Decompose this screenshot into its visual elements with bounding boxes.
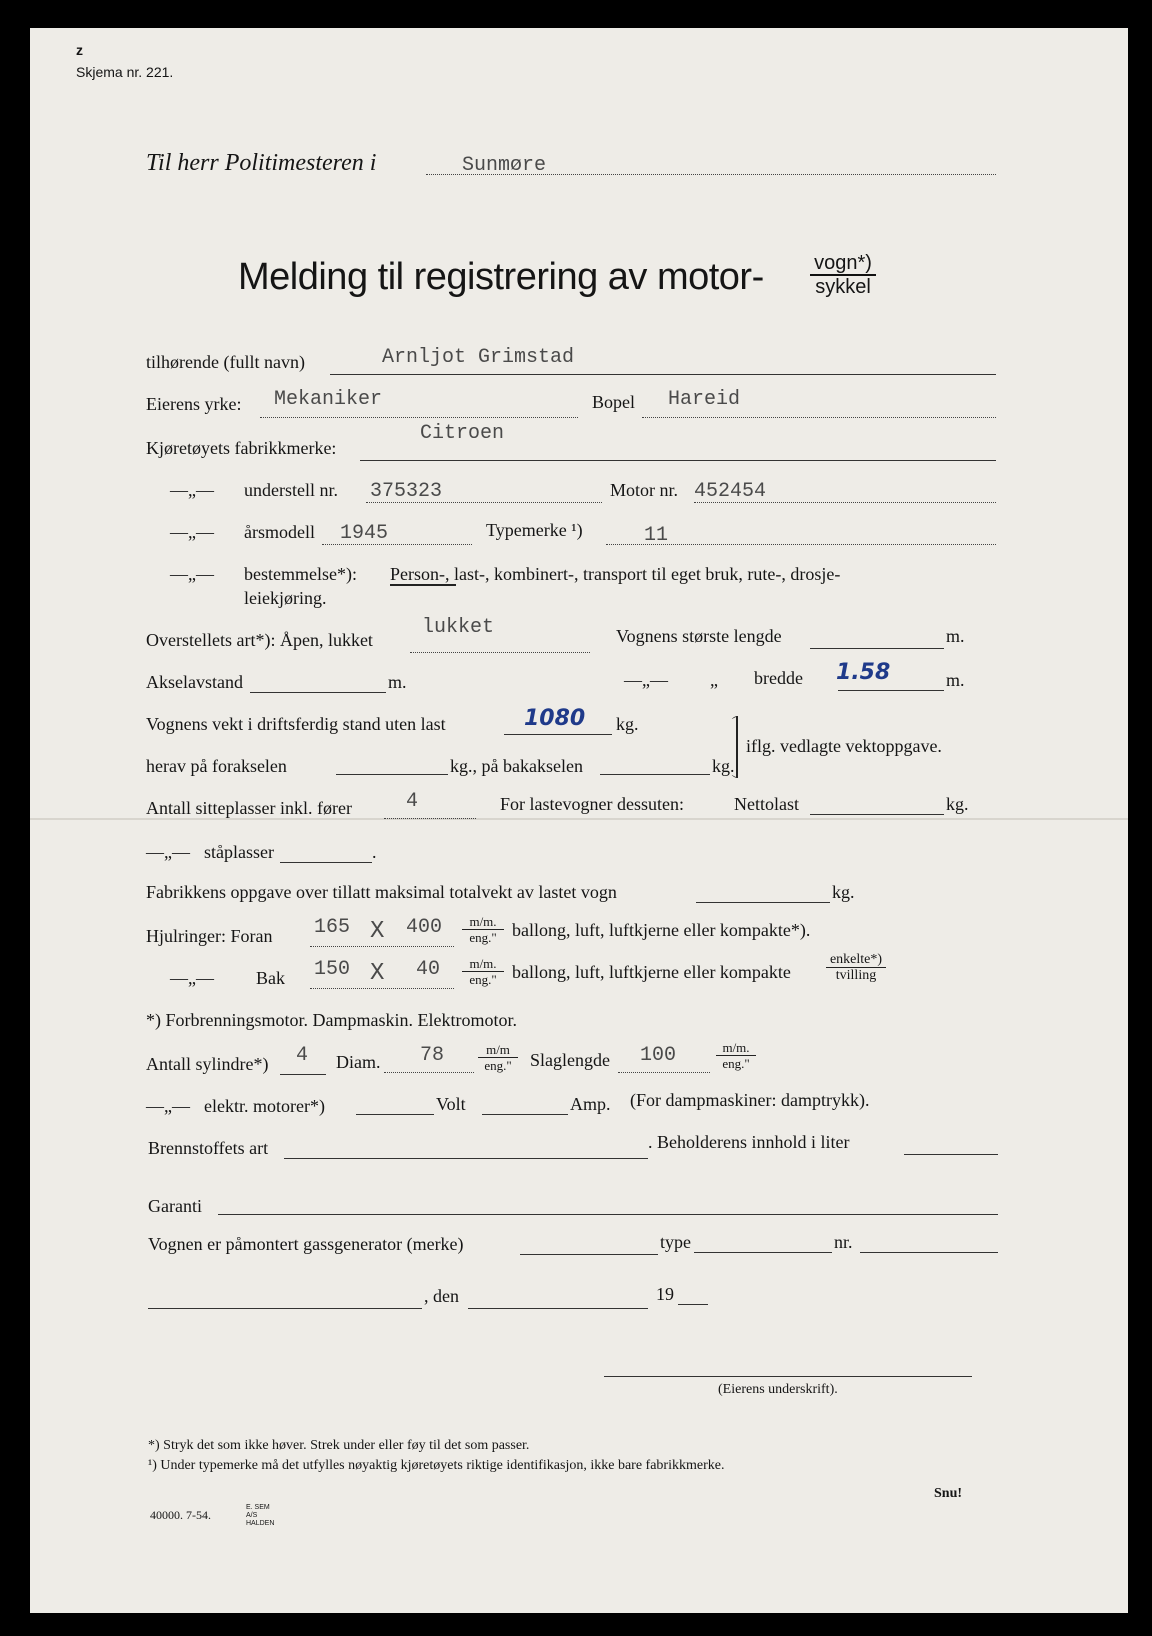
tires-front-unit: m/m. eng." — [462, 914, 504, 945]
seats-value[interactable]: 4 — [406, 790, 419, 813]
form-sheet: z Skjema nr. 221. Til herr Politimesteren i Sunmøre Melding til registrering av motor- vogn*) sykkel tilhørende (fullt navn) Arnljot Grimstad Eierens yrke: Mekaniker Bopel Hareid Kjøretøyets fabrikkmerke: Citroen —„— understell nr. 375323 Motor nr. 452454 —„— årsmodell 1945 Typemerke ¹) 11 —„— bestemmelse*): Person-, last-, kombinert-, transport til eget bruk, rute-, drosje- leiekjøring. Overstellets art*): Åpen, lukket lukket Vognens største lengde m. Akselavstand m. —„— „ bredde 1.58 m. Vognens vekt i driftsferdig stand uten last 1080 kg. iflg. vedlagte vektoppgave. herav på forakselen kg., på bakakselen kg. Antall sitteplasser inkl. fører 4 For lastevogner dessuten: Nettolast kg. —„— ståplasser . Fabrikkens oppgave over tillatt maksimal totalvekt av lastet vogn kg. Hjulringer: Foran 165 X 400 m/m. eng." ballong, luft, luftkjerne eller kompakte*). —„— Bak 150 X 40 m/m. eng." ballong, luft, luftkjerne eller kompakte enkelte*) tvilling *) Forbrenningsmotor. Dampmaskin. Elektromotor. Antall sylindre*) 4 Diam. 78 m/m eng." Slaglengde 100 m/m. eng." —„— elektr. motorer*) Volt Amp. (For dampmaskiner: damptrykk). Brennstoffets art . Beholderens innhold i liter Garanti Vognen er påmontert gassgenerator (merke) type nr. , den 19 (Eierens underskrift). *) Stryk det som ikke høver. Strek under eller føy til det som passer. ¹) Under typemerke må det utfylles nøyaktig kjøretøyets riktige identifikasjon, ikke bare fabrikkmerke. 40000. 7-54. E. SEM A/S HALDEN Snu! — [30, 28, 1128, 1613]
width-label: bredde — [754, 668, 803, 688]
tires-front-label: Hjulringer: Foran — [146, 926, 273, 946]
diam-label: Diam. — [336, 1052, 381, 1072]
tires-rear-a[interactable]: 150 — [314, 958, 351, 981]
ditto-4: —„— — [624, 670, 668, 690]
ditto-5: —„— — [146, 842, 190, 862]
purpose-options-2: leiekjøring. — [244, 588, 327, 608]
date-den: , den — [424, 1286, 459, 1306]
guarantee-label: Garanti — [148, 1196, 202, 1216]
net-load-label: Nettolast — [734, 794, 799, 814]
wheelbase-label: Akselavstand — [146, 672, 243, 692]
tires-rear-unit: m/m. eng." — [462, 956, 504, 987]
recipient-label: Til herr Politimesteren i — [146, 150, 377, 176]
engine-types: *) Forbrenningsmotor. Dampmaskin. Elektromotor. — [146, 1010, 517, 1030]
purpose-label: bestemmelse*): — [244, 564, 357, 584]
steam-label: (For dampmaskiner: damptrykk). — [630, 1090, 870, 1110]
weight-value[interactable]: 1080 — [524, 706, 586, 731]
length-label: Vognens største lengde — [616, 626, 782, 646]
weight-note: iflg. vedlagte vektoppgave. — [746, 736, 942, 756]
date-year: 19 — [656, 1284, 674, 1304]
tires-rear-label: Bak — [256, 968, 285, 988]
diam-value[interactable]: 78 — [420, 1044, 445, 1067]
cylinders-value[interactable]: 4 — [296, 1044, 309, 1067]
signature-label: (Eierens underskrift). — [718, 1382, 838, 1397]
ditto-1: —„— — [170, 480, 214, 500]
model-year-value[interactable]: 1945 — [340, 522, 389, 545]
gasgen-label: Vognen er påmontert gassgenerator (merke) — [148, 1234, 464, 1254]
width-value[interactable]: 1.58 — [836, 660, 891, 685]
fuel-label: Brennstoffets art — [148, 1138, 269, 1158]
seats-label: Antall sitteplasser inkl. fører — [146, 798, 352, 818]
rear-axle-label: kg., på bakakselen — [450, 756, 583, 776]
max-weight-label: Fabrikkens oppgave over tillatt maksimal totalvekt av lastet vogn — [146, 882, 617, 902]
weight-label: Vognens vekt i driftsferdig stand uten last — [146, 714, 446, 734]
footnote-1: *) Stryk det som ikke høver. Strek under eller føy til det som passer. — [148, 1438, 530, 1453]
ditto-6: —„— — [170, 968, 214, 988]
tires-rear-fraction: enkelte*) tvilling — [826, 952, 886, 983]
body-value[interactable]: lukket — [422, 616, 495, 639]
type-value[interactable]: 11 — [644, 524, 669, 547]
cylinders-label: Antall sylindre*) — [146, 1054, 269, 1074]
ditto-mark: „ — [710, 670, 718, 690]
tank-label: . Beholderens innhold i liter — [648, 1132, 850, 1152]
tires-front-a[interactable]: 165 — [314, 916, 351, 939]
occupation-value[interactable]: Mekaniker — [274, 388, 383, 411]
volt-label: Volt — [436, 1094, 466, 1114]
ditto-7: —„— — [146, 1096, 190, 1116]
ditto-3: —„— — [170, 564, 214, 584]
tires-front-b[interactable]: 400 — [406, 916, 443, 939]
signature-line[interactable] — [604, 1376, 972, 1377]
tires-rear-b[interactable]: 40 — [416, 958, 441, 981]
stroke-value[interactable]: 100 — [640, 1044, 677, 1067]
purpose-underline — [390, 584, 456, 586]
turn-over: Snu! — [934, 1486, 963, 1501]
body-label: Overstellets art*): Åpen, lukket — [146, 630, 373, 650]
printer-info: E. SEM A/S HALDEN — [246, 1504, 275, 1527]
stroke-unit: m/m. eng." — [716, 1040, 756, 1071]
motor-label: Motor nr. — [610, 480, 679, 500]
gasgen-type-label: type — [660, 1232, 691, 1252]
chassis-label: understell nr. — [244, 480, 338, 500]
make-label: Kjøretøyets fabrikkmerke: — [146, 438, 337, 458]
occupation-label: Eierens yrke: — [146, 394, 242, 414]
recipient-value[interactable]: Sunmøre — [462, 154, 547, 177]
print-info: 40000. 7-54. — [150, 1508, 211, 1522]
residence-label: Bopel — [592, 392, 635, 412]
form-title: Melding til registrering av motor- — [238, 256, 764, 298]
wheelbase-unit: m. — [388, 672, 407, 692]
net-load-unit: kg. — [946, 794, 969, 814]
owner-value[interactable]: Arnljot Grimstad — [382, 346, 575, 369]
electric-label: elektr. motorer*) — [204, 1096, 325, 1116]
footnote-2: ¹) Under typemerke må det utfylles nøyaktig kjøretøyets riktige identifikasjon, ikke bare fabrikkmerke. — [148, 1458, 725, 1473]
amp-label: Amp. — [570, 1094, 611, 1114]
gasgen-nr-label: nr. — [834, 1232, 853, 1252]
chassis-value[interactable]: 375323 — [370, 480, 443, 503]
tires-rear-types: ballong, luft, luftkjerne eller kompakte — [512, 962, 791, 982]
tires-front-x: X — [370, 918, 385, 945]
length-unit: m. — [946, 626, 965, 646]
residence-value[interactable]: Hareid — [668, 388, 741, 411]
front-axle-label: herav på forakselen — [146, 756, 287, 776]
owner-label: tilhørende (fullt navn) — [146, 352, 305, 372]
type-label: Typemerke ¹) — [486, 520, 583, 540]
truck-label: For lastevogner dessuten: — [500, 794, 684, 814]
stroke-label: Slaglengde — [530, 1050, 610, 1070]
max-weight-unit: kg. — [832, 882, 855, 902]
motor-value[interactable]: 452454 — [694, 480, 767, 503]
purpose-options: Person-, last-, kombinert-, transport til eget bruk, rute-, drosje- — [390, 564, 841, 584]
width-unit: m. — [946, 670, 965, 690]
rear-axle-unit: kg. — [712, 756, 735, 776]
make-value[interactable]: Citroen — [420, 422, 505, 445]
form-mark: z — [76, 42, 83, 58]
weight-unit: kg. — [616, 714, 639, 734]
standing-label: ståplasser — [204, 842, 274, 862]
tires-rear-x: X — [370, 960, 385, 987]
tires-front-types: ballong, luft, luftkjerne eller kompakte*). — [512, 920, 811, 940]
model-year-label: årsmodell — [244, 522, 315, 542]
diam-unit: m/m eng." — [478, 1042, 518, 1073]
form-number: Skjema nr. 221. — [76, 64, 174, 80]
ditto-2: —„— — [170, 522, 214, 542]
title-fraction: vogn*) sykkel — [810, 252, 876, 298]
